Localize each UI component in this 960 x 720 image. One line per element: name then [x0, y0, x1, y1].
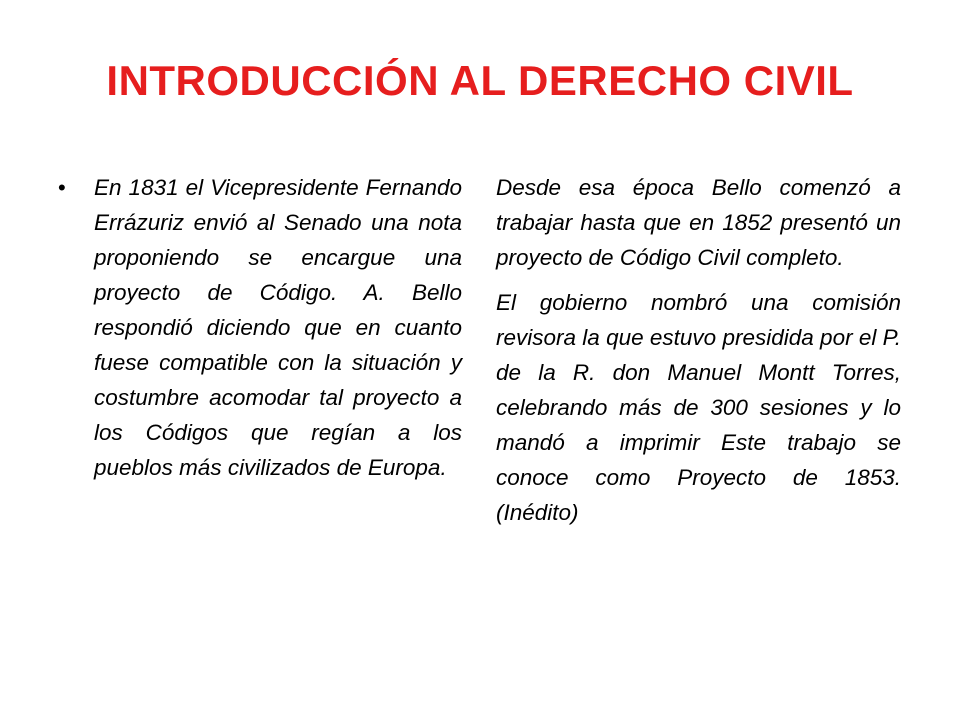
left-column-paragraph: En 1831 el Vicepresidente Fernando Errázuriz envió al Senado una nota proponiendo se encargue una proyecto de Código. A. Bello respondió diciendo que en cuanto fuese compatible con la situación y costumbre acomodar tal proyecto a los Códigos que regían a los pueblos más civilizados de Europa. [94, 175, 462, 480]
left-column [58, 170, 462, 485]
right-column-paragraph-1: Desde esa época Bello comenzó a trabajar hasta que en 1852 presentó un proyecto de Código Civil completo. [496, 175, 901, 270]
right-column-paragraph-2: El gobierno nombró una comisión revisora la que estuvo presidida por el P. de la R. don Manuel Montt Torres, celebrando más de 300 sesiones y lo mandó a imprimir Este trabajo se conoce como Proyecto de 1853. (Inédito) [496, 290, 901, 525]
bullet-icon: • [58, 175, 66, 200]
right-column [496, 170, 901, 530]
slide-title: INTRODUCCIÓN AL DERECHO CIVIL [106, 57, 854, 104]
